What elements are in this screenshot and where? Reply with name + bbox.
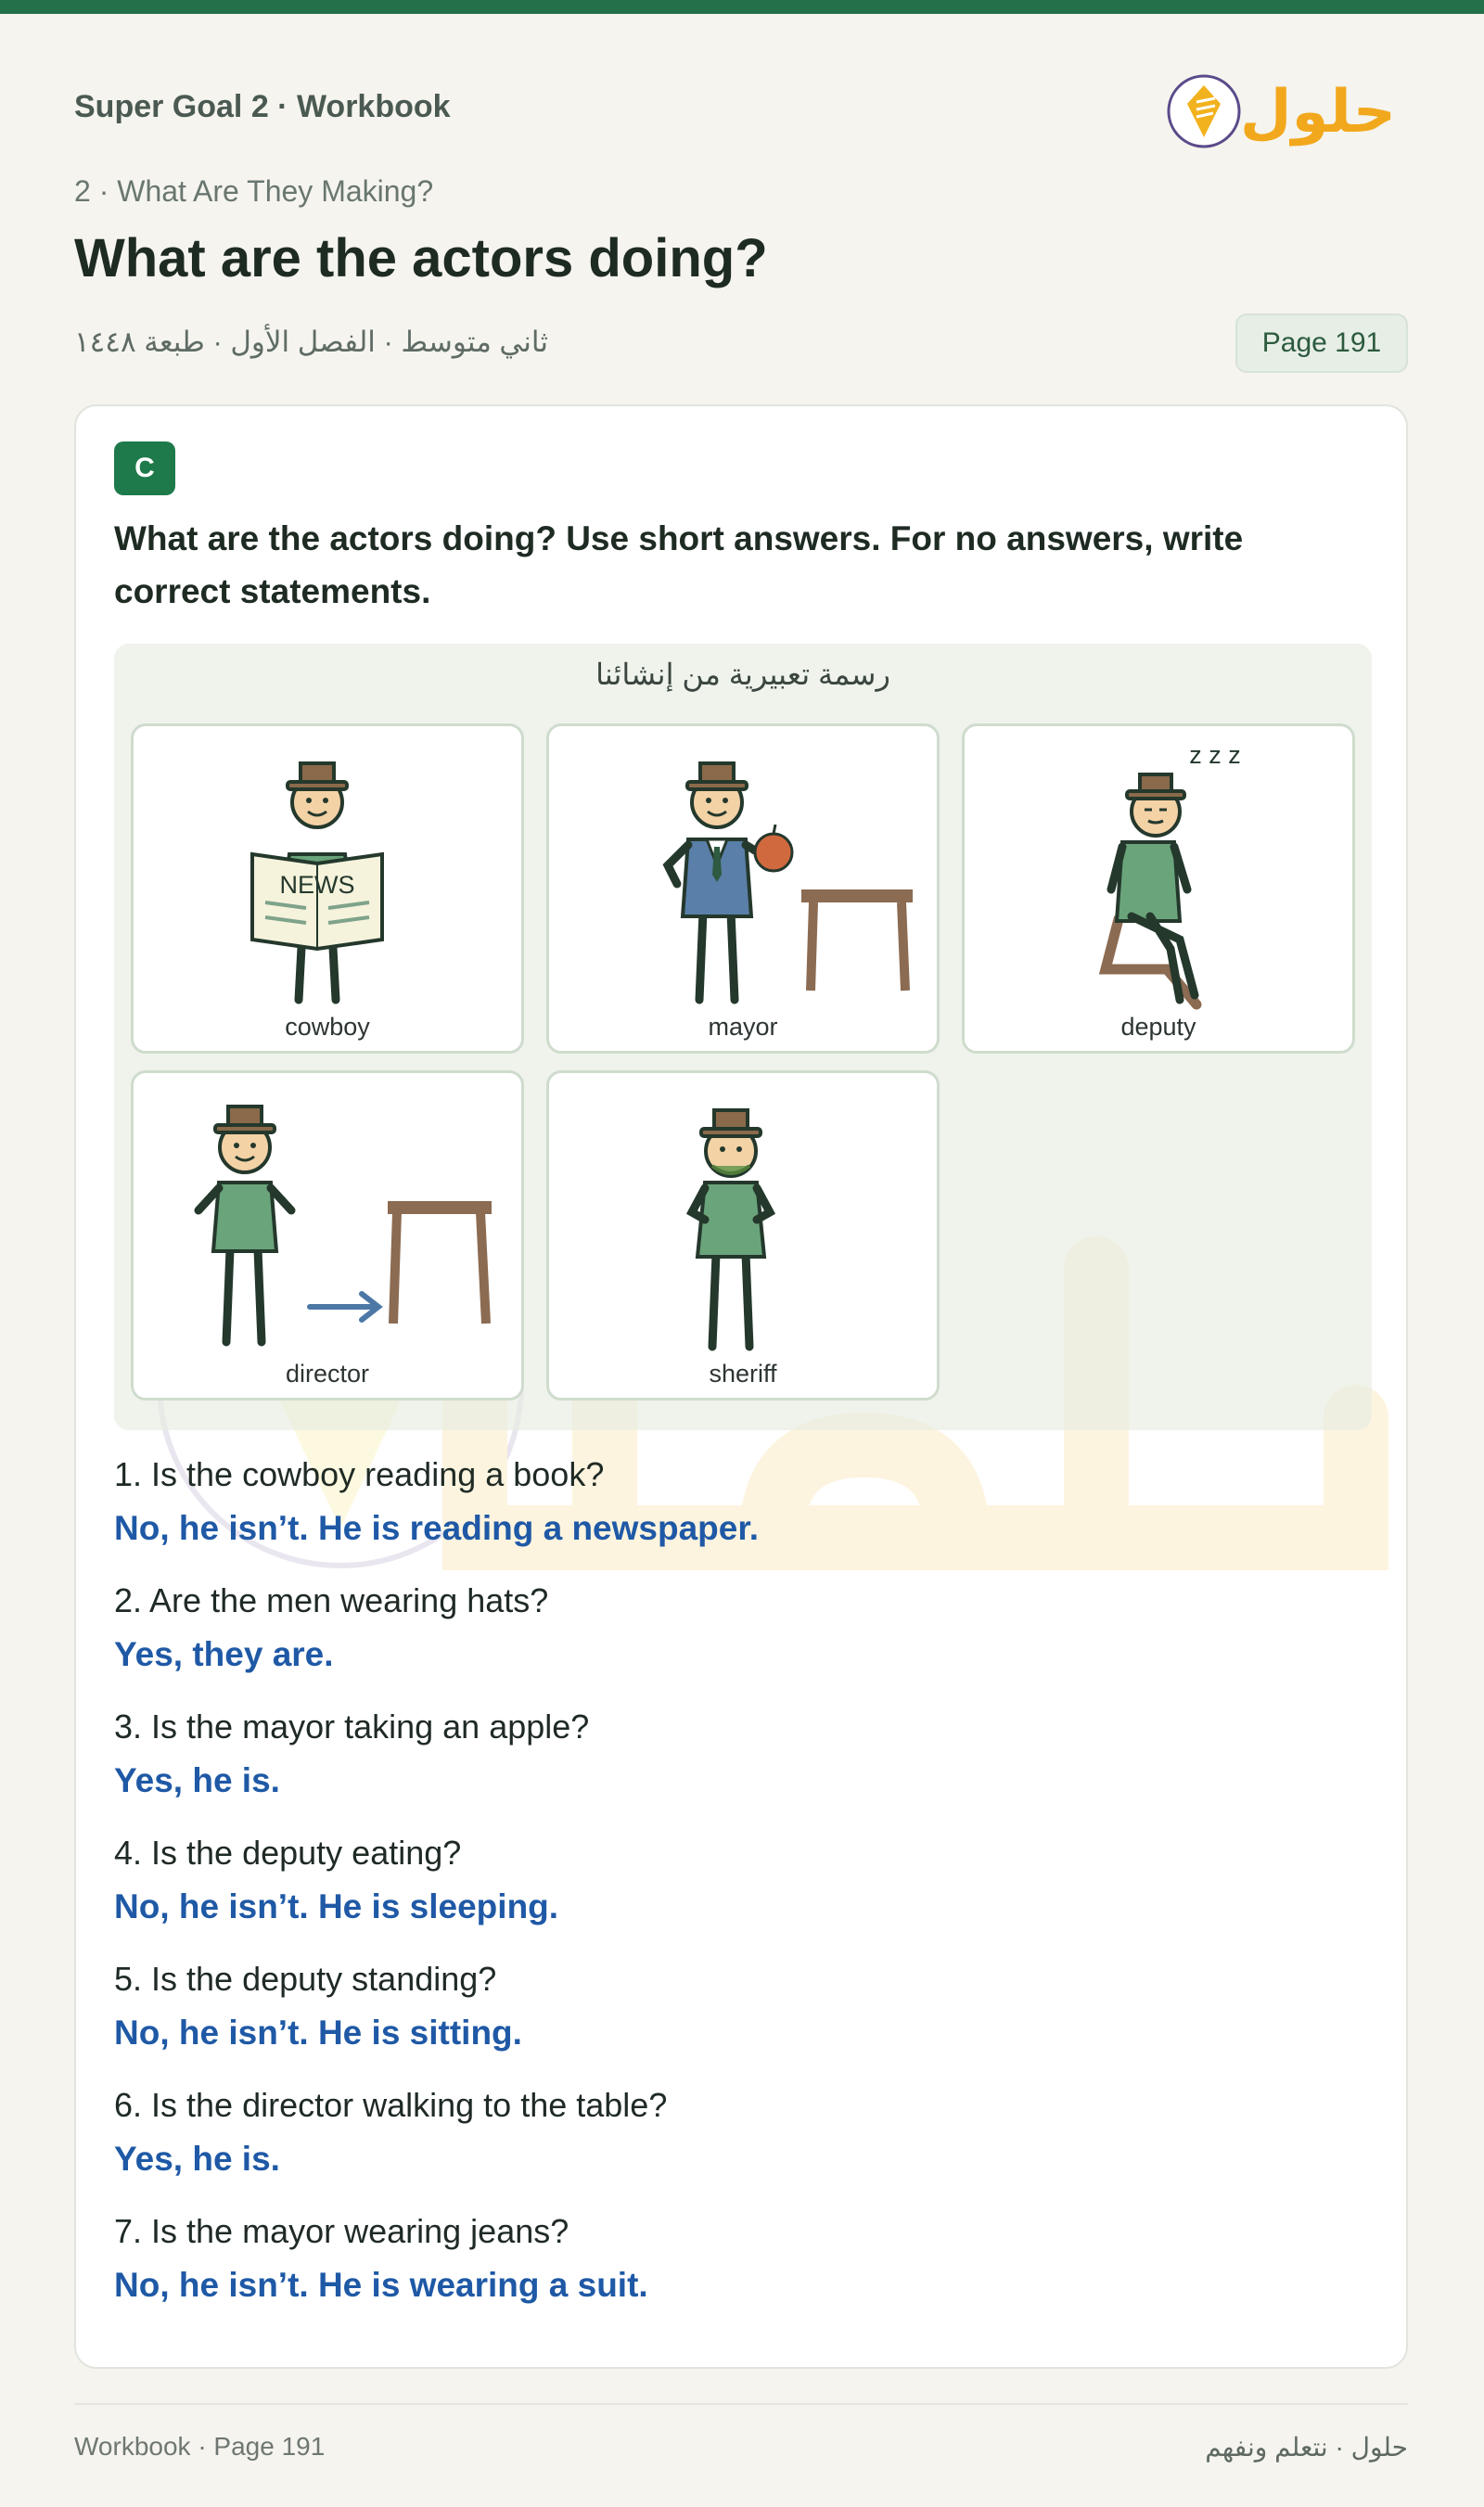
page-title: What are the actors doing? — [74, 228, 768, 288]
answer: Yes, they are. — [114, 1635, 334, 1673]
qa-item-3 — [114, 1707, 1357, 1801]
footer-brand: حلول · نتعلم ونفهم — [1205, 2433, 1408, 2462]
answer: Yes, he is. — [114, 2140, 280, 2178]
footer-divider — [74, 2403, 1408, 2405]
logo-text: حلول — [1240, 78, 1396, 147]
tile-label: director — [285, 1360, 370, 1388]
answer: No, he isn’t. He is wearing a suit. — [114, 2266, 648, 2304]
qa-item-4 — [114, 1833, 1357, 1927]
director-illustration — [134, 1073, 521, 1398]
question: 4. Is the deputy eating? — [114, 1834, 462, 1872]
page-badge: Page 191 — [1235, 313, 1408, 373]
qa-item-7 — [114, 2211, 1357, 2306]
deputy-illustration — [965, 726, 1352, 1051]
breadcrumb: 2 · What Are They Making? — [74, 174, 434, 208]
figure-caption: رسمة تعبيرية من إنشائنا — [595, 658, 890, 691]
answer: No, he isn’t. He is reading a newspaper. — [114, 1509, 759, 1547]
question: 2. Are the men wearing hats? — [114, 1581, 549, 1619]
tile-label: sheriff — [709, 1360, 777, 1388]
sheriff-illustration — [549, 1073, 937, 1398]
tile-mayor — [546, 723, 940, 1054]
snore-text: z z z — [1189, 741, 1241, 769]
grade-meta: ثاني متوسط · الفصل الأول · طبعة ١٤٤٨ — [74, 326, 548, 358]
exercise-card — [74, 404, 1408, 2369]
question: 1. Is the cowboy reading a book? — [114, 1455, 605, 1493]
answer: No, he isn’t. He is sitting. — [114, 2014, 522, 2052]
question: 6. Is the director walking to the table? — [114, 2086, 668, 2124]
tile-sheriff — [546, 1070, 940, 1401]
tile-director — [131, 1070, 524, 1401]
answer: Yes, he is. — [114, 1761, 280, 1799]
qa-item-1 — [114, 1454, 1357, 1549]
illustration-panel — [114, 644, 1372, 1430]
question: 3. Is the mayor taking an apple? — [114, 1708, 590, 1746]
cowboy-illustration — [134, 726, 521, 1051]
tile-deputy — [962, 723, 1355, 1054]
exercise-instruction: What are the actors doing? Use short answers. For no answers, write correct statements. — [114, 519, 1244, 610]
question: 5. Is the deputy standing? — [114, 1960, 497, 1998]
tile-label: cowboy — [285, 1013, 370, 1041]
qa-item-6 — [114, 2085, 1357, 2180]
tile-cowboy — [131, 723, 524, 1054]
question: 7. Is the mayor wearing jeans? — [114, 2212, 569, 2250]
newspaper-text: NEWS — [279, 871, 355, 899]
qa-item-5 — [114, 1959, 1357, 2053]
hulul-logo — [1165, 58, 1397, 160]
section-badge: C — [114, 441, 175, 495]
tile-label: deputy — [1120, 1013, 1196, 1041]
mayor-illustration — [549, 726, 937, 1051]
top-accent-bar — [0, 0, 1484, 14]
qa-item-2 — [114, 1580, 1357, 1675]
book-title: Super Goal 2 · Workbook — [74, 89, 451, 124]
footer-page-label: Workbook · Page 191 — [74, 2432, 326, 2461]
answer: No, he isn’t. He is sleeping. — [114, 1887, 559, 1925]
tile-label: mayor — [708, 1013, 778, 1041]
